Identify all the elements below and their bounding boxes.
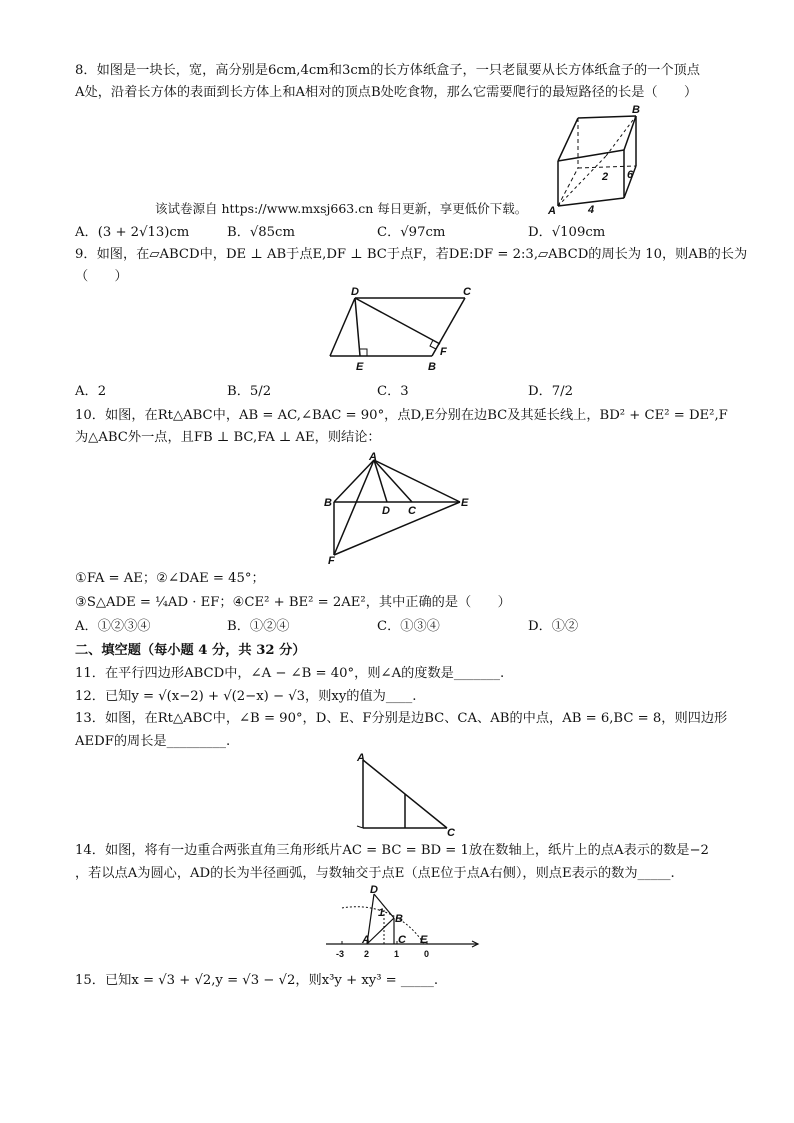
q13-label-c: C [447, 827, 455, 839]
q9-option-d: D．7/2 [528, 384, 573, 399]
q14-label-e: E [420, 934, 428, 946]
q9-label-d: D [351, 286, 359, 298]
q8-box-figure [548, 106, 638, 216]
q9-label-f: F [440, 346, 447, 358]
q13-label-a: A [357, 752, 365, 764]
q10-line-1: 10．如图，在Rt△ABC中，AB = AC,∠BAC = 90°，点D,E分别在边BC及其延长线上，BD² + CE² = DE²,F [75, 408, 728, 423]
q8-option-b: B．√85cm [227, 225, 295, 240]
q15-text: 15．已知x = √3 + √2,y = √3 − √2，则x³y + xy³ = _____. [75, 973, 439, 988]
q8-line-2: A处，沿着长方体的表面到长方体上和A相对的顶点B处吃食物，那么它需要爬行的最短路径的长是（ ） [75, 85, 698, 100]
q9-parallelogram-figure [320, 288, 480, 378]
q14-number-line-figure [322, 886, 482, 966]
q14-line-2: ，若以点A为圆心，AD的长为半径画弧，与数轴交于点E（点E位于点A右侧），则点E表示的数为_____. [75, 866, 675, 881]
q10-label-d: D [382, 505, 390, 517]
section-heading-fill-in: 二、填空题（每小题 4 分，共 32 分） [75, 643, 306, 658]
q14-tick-minus3: -3 [336, 949, 345, 959]
q12-text: 12．已知y = √(x−2) + √(2−x) − √3，则xy的值为____. [75, 689, 417, 704]
q8-label-a: A [548, 205, 556, 217]
q14-label-c: C [398, 934, 406, 946]
q13-triangle-figure [355, 752, 465, 842]
q13-line-2: AEDF的周长是_________. [75, 734, 231, 749]
q9-option-a: A．2 [75, 384, 107, 399]
q8-label-4: 4 [588, 204, 595, 216]
q14-label-b: B [395, 913, 403, 925]
q9-option-c: C．3 [377, 384, 409, 399]
q10-statement-3-4: ③S△ADE = ¼AD · EF；④CE² + BE² = 2AE²，其中正确的是（ ） [75, 595, 511, 610]
q11-text: 11．在平行四边形ABCD中，∠A − ∠B = 40°，则∠A的度数是_______. [75, 666, 505, 681]
q8-option-c: C．√97cm [377, 225, 446, 240]
q10-option-d: D．①② [528, 619, 579, 634]
q14-label-d: D [370, 884, 378, 896]
q10-statement-1-2: ①FA = AE；②∠DAE = 45°； [75, 571, 265, 586]
source-watermark: 该试卷源自 https://www.mxsj663.cn 每日更新，享更低价下载。 [155, 201, 528, 216]
q8-label-b: B [632, 104, 640, 116]
q9-line-1: 9．如图，在▱ABCD中，DE ⊥ AB于点E,DF ⊥ BC于点F，若DE:DF = 2:3,▱ABCD的周长为 10，则AB的长为 [75, 247, 748, 262]
q8-label-2: 2 [602, 171, 609, 183]
q9-option-b: B．5/2 [227, 384, 272, 399]
q10-triangle-figure [322, 452, 472, 567]
q10-option-a: A．①②③④ [75, 619, 151, 634]
q10-label-b: B [324, 497, 332, 509]
q10-label-f: F [328, 555, 335, 567]
q9-label-c: C [463, 286, 471, 298]
q8-option-d: D．√109cm [528, 225, 606, 240]
q9-label-b: B [428, 361, 436, 373]
q14-line-1: 14．如图，将有一边重合两张直角三角形纸片AC = BC = BD = 1放在数轴上，纸片上的点A表示的数是−2 [75, 843, 709, 858]
q10-label-a: A [369, 451, 377, 463]
q14-tick-2: 2 [364, 949, 370, 959]
q9-label-e: E [356, 361, 364, 373]
q14-label-length-1: 1 [378, 907, 385, 919]
q10-label-e: E [461, 497, 469, 509]
q8-option-a: A．(3 + 2√13)cm [75, 225, 190, 240]
q10-line-2: 为△ABC外一点，且FB ⊥ BC,FA ⊥ AE，则结论： [75, 430, 381, 445]
q14-tick-1: 1 [394, 949, 400, 959]
q10-label-c: C [408, 505, 416, 517]
q10-option-b: B．①②④ [227, 619, 290, 634]
q13-line-1: 13．如图，在Rt△ABC中，∠B = 90°，D、E、F分别是边BC、CA、AB的中点，AB = 6,BC = 8，则四边形 [75, 711, 728, 726]
q10-option-c: C．①③④ [377, 619, 440, 634]
q8-label-6: 6 [627, 169, 634, 181]
q14-tick-0: 0 [424, 949, 430, 959]
q9-line-2: （ ） [75, 269, 128, 284]
q14-label-a: A [362, 934, 370, 946]
q8-line-1: 8．如图是一块长，宽，高分别是6cm,4cm和3cm的长方体纸盒子，一只老鼠要从长方体纸盒子的一个顶点 [75, 63, 700, 78]
